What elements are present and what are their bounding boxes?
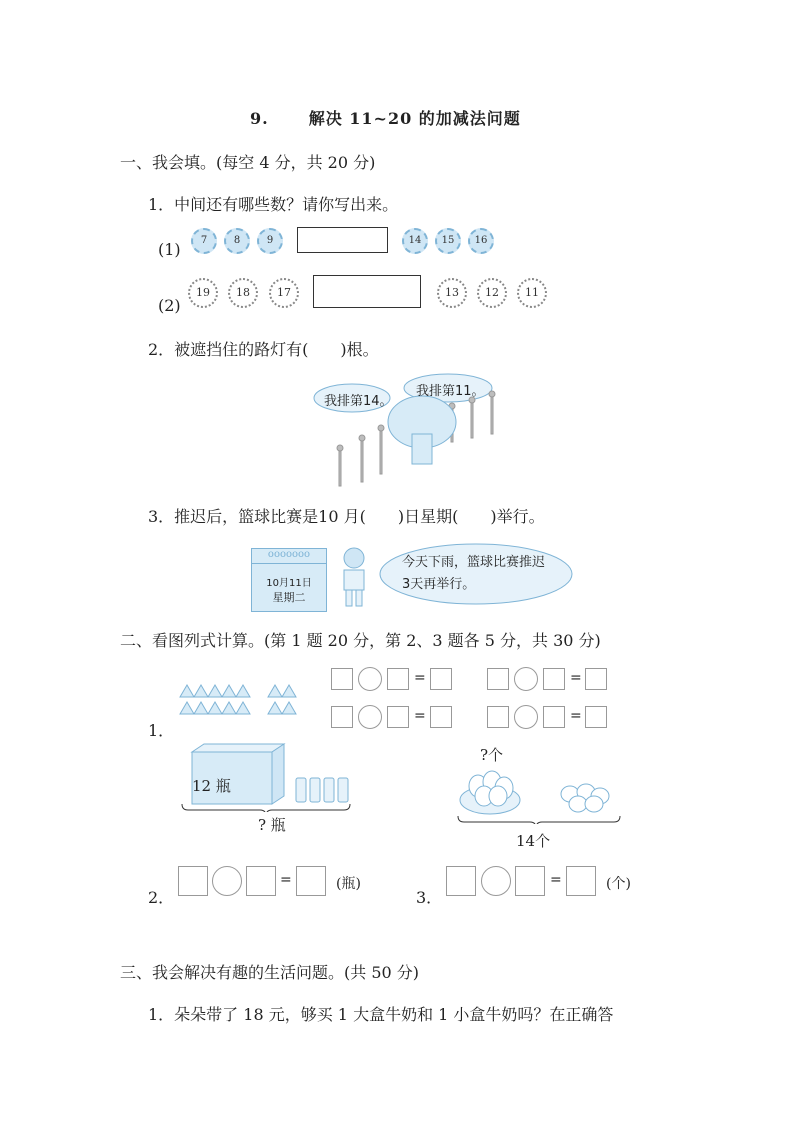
answer-square[interactable] [430, 706, 452, 728]
answer-square[interactable] [585, 668, 607, 690]
operator-circle[interactable] [358, 705, 382, 729]
flower-number: 18 [228, 278, 258, 308]
speech-bubble-right: 我排第11。 [416, 384, 485, 399]
answer-square[interactable] [387, 706, 409, 728]
eggs-illustration [456, 764, 626, 824]
equals-sign: = [414, 708, 426, 724]
triangles-illustration [178, 682, 300, 718]
answer-square[interactable] [246, 866, 276, 896]
s2-q3-label: 3． [416, 888, 443, 907]
answer-square[interactable] [387, 668, 409, 690]
flower-number: 14 [402, 228, 428, 254]
flower-number: 11 [517, 278, 547, 308]
boy-icon [334, 546, 374, 610]
flower-number: 9 [257, 228, 283, 254]
answer-square[interactable] [296, 866, 326, 896]
answer-square[interactable] [543, 706, 565, 728]
equals-sign: = [570, 708, 582, 724]
flower-number: 7 [191, 228, 217, 254]
title-text: 解决 11~20 的加减法问题 [308, 109, 521, 128]
equals-sign: = [414, 670, 426, 686]
row1-label: (1) [158, 240, 181, 259]
flower-number: 16 [468, 228, 494, 254]
q3-text: 3．推迟后，篮球比赛是10 月( )日星期( )举行。 [148, 507, 545, 526]
answer-square[interactable] [178, 866, 208, 896]
s2-q1-label: 1． [148, 721, 175, 740]
flower-number: 17 [269, 278, 299, 308]
eggs-total: 14个 [516, 832, 551, 850]
answer-square[interactable] [446, 866, 476, 896]
unit-bottle: (瓶) [336, 876, 361, 892]
flower-number: 8 [224, 228, 250, 254]
box-label: 12 瓶 [192, 777, 231, 795]
operator-circle[interactable] [514, 705, 538, 729]
answer-square[interactable] [331, 668, 353, 690]
answer-square[interactable] [543, 668, 565, 690]
operator-circle[interactable] [358, 667, 382, 691]
title-number: 9. [250, 109, 269, 128]
answer-square[interactable] [487, 706, 509, 728]
q1-text: 1．中间还有哪些数？请你写出来。 [148, 195, 399, 214]
answer-box[interactable] [313, 275, 421, 308]
s3-q1-text: 1．朵朵带了 18 元，够买 1 大盒牛奶和 1 小盒牛奶吗？在正确答 [148, 1005, 614, 1024]
section1-heading: 一、我会填。(每空 4 分，共 20 分) [120, 153, 376, 172]
operator-circle[interactable] [514, 667, 538, 691]
flower-number: 12 [477, 278, 507, 308]
bottles-total: ? 瓶 [258, 816, 286, 834]
speech-bubble-left: 我排第14。 [324, 394, 393, 409]
answer-square[interactable] [487, 668, 509, 690]
eggs-question: ?个 [480, 746, 504, 764]
equals-sign: = [570, 670, 582, 686]
calendar-date: 10月11日 [266, 578, 312, 589]
answer-square[interactable] [566, 866, 596, 896]
answer-square[interactable] [515, 866, 545, 896]
operator-circle[interactable] [481, 866, 511, 896]
flower-number: 19 [188, 278, 218, 308]
calendar-weekday: 星期二 [272, 591, 306, 604]
q2-text: 2．被遮挡住的路灯有( )根。 [148, 340, 379, 359]
equals-sign: = [550, 872, 562, 888]
answer-box[interactable] [297, 227, 388, 253]
answer-square[interactable] [585, 706, 607, 728]
flower-number: 15 [435, 228, 461, 254]
answer-square[interactable] [430, 668, 452, 690]
page-title [250, 106, 521, 129]
answer-square[interactable] [331, 706, 353, 728]
equals-sign: = [280, 872, 292, 888]
unit-egg: (个) [606, 876, 631, 892]
s2-q2-label: 2． [148, 888, 175, 907]
row2-label: (2) [158, 296, 181, 315]
section2-heading: 二、看图列式计算。(第 1 题 20 分，第 2、3 题各 5 分，共 30 分) [120, 631, 601, 650]
section3-heading: 三、我会解决有趣的生活问题。(共 50 分) [120, 963, 420, 982]
calendar-icon: ooooooo 10月11日 星期二 [251, 548, 327, 612]
speech-text: 今天下雨，篮球比赛推迟3天再举行。 [402, 555, 546, 592]
operator-circle[interactable] [212, 866, 242, 896]
flower-number: 13 [437, 278, 467, 308]
